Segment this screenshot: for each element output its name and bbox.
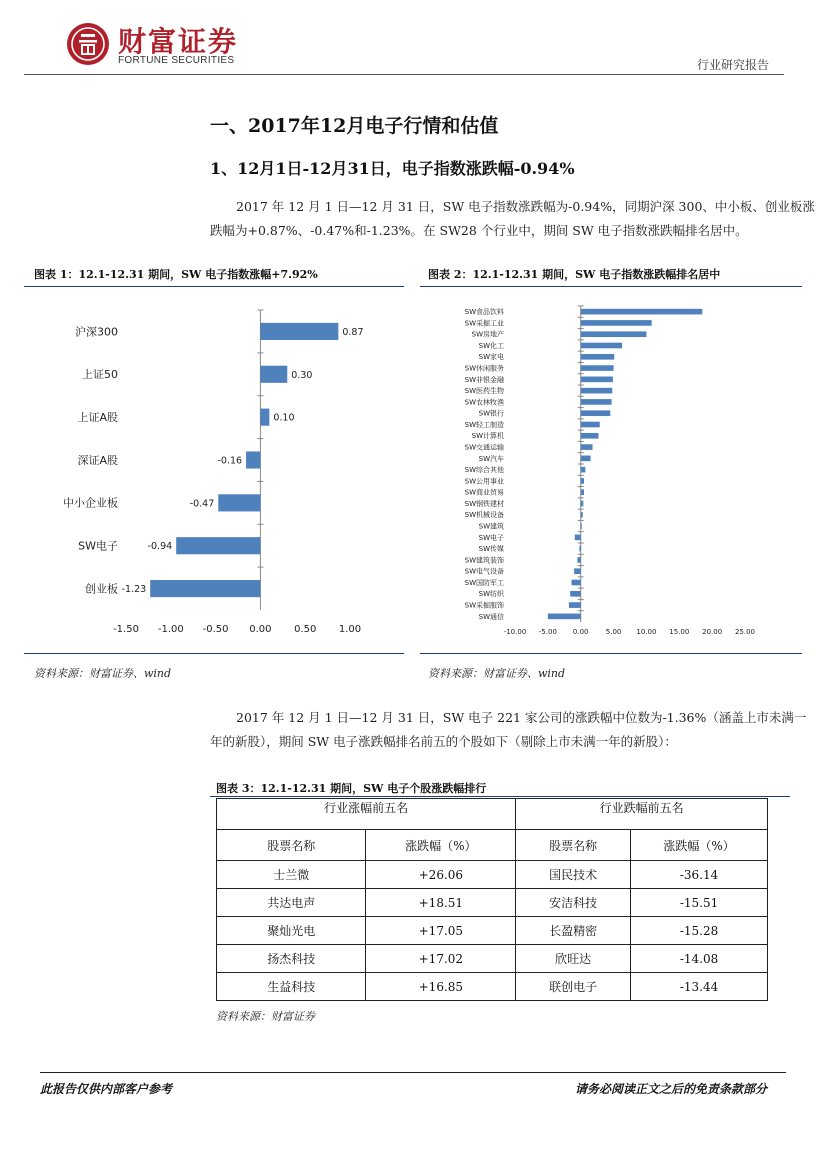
report-type: 行业研究报告 [696, 58, 769, 72]
x-tick-label: 1.00 [338, 624, 362, 635]
category-label: SW家电 [478, 353, 504, 362]
category-label: SW休闲服务 [464, 364, 504, 373]
category-label: 上证A股 [77, 410, 118, 424]
paragraph-2-line-1: 2017 年 12 月 1 日—12 月 31 日，SW 电子 221 家公司的涨跌幅中位数为-1.36%（涵盖上市未满一 [236, 710, 807, 725]
figure-2-title: 图表 2：12.1-12.31 期间，SW 电子指数涨跌幅排名居中 [428, 268, 721, 281]
bar [581, 388, 613, 394]
category-label: SW采掘服饰 [464, 601, 504, 610]
table-group-losers: 行业跌幅前五名 [516, 799, 768, 830]
paragraph-2 [210, 706, 807, 754]
loser-change: -15.28 [631, 917, 768, 945]
gainer-change: +26.06 [366, 861, 516, 889]
bar [572, 580, 581, 586]
table-row [217, 945, 768, 973]
loser-name: 国民技术 [516, 861, 631, 889]
value-label: -1.23 [121, 584, 147, 596]
bar [150, 580, 260, 597]
table-title: 图表 3：12.1-12.31 期间，SW 电子个股涨跌幅排行 [216, 782, 487, 795]
gainer-name: 生益科技 [217, 973, 366, 1001]
category-label: SW非银金融 [464, 375, 504, 384]
section-title: 一、2017年12月电子行情和估值 [210, 115, 499, 137]
bar [581, 523, 582, 529]
category-label: SW化工 [478, 341, 504, 350]
category-label: SW商业贸易 [464, 488, 504, 497]
category-label: SW建筑装饰 [464, 556, 504, 565]
table-row [217, 973, 768, 1001]
paragraph-1-line-1: 2017 年 12 月 1 日—12 月 31 日，SW 电子指数涨跌幅为-0.94%，同期沪深 300、中小板、创业板涨 [236, 199, 815, 214]
category-label: SW国防军工 [464, 578, 504, 587]
bar [570, 591, 581, 597]
bar [548, 614, 581, 620]
loser-name: 欣旺达 [516, 945, 631, 973]
bar [577, 557, 580, 563]
x-tick-label: -1.00 [157, 624, 184, 635]
figure-1-top-rule [24, 286, 404, 287]
gainer-change: +17.05 [366, 917, 516, 945]
footer-disclaimer-right: 请务必阅读正文之后的免责条款部分 [574, 1082, 767, 1096]
category-label: SW房地产 [471, 330, 504, 339]
gainer-name: 共达电声 [217, 889, 366, 917]
bar [575, 535, 581, 541]
category-label: SW农林牧渔 [464, 398, 504, 407]
category-label: SW电子 [78, 539, 118, 553]
category-label: SW医药生物 [464, 387, 504, 396]
loser-change: -13.44 [631, 973, 768, 1001]
category-label: SW通信 [478, 612, 504, 621]
bar [581, 343, 622, 349]
bar [581, 433, 599, 439]
section-subtitle: 1、12月1日-12月31日，电子指数涨跌幅-0.94% [210, 159, 575, 178]
x-tick-label: 20.00 [702, 628, 723, 636]
bar [581, 456, 591, 462]
category-label: 中小企业板 [63, 496, 118, 510]
loser-name: 安洁科技 [516, 889, 631, 917]
figure-1-source: 资料来源：财富证券、wind [34, 667, 172, 680]
value-label: -0.47 [189, 498, 215, 510]
value-label: -0.16 [217, 455, 243, 467]
category-label: SW交通运输 [464, 443, 504, 452]
category-label: 深证A股 [77, 453, 118, 467]
value-label: 0.87 [342, 326, 364, 338]
bar [581, 377, 613, 383]
gainer-change: +18.51 [366, 889, 516, 917]
category-label: 创业板 [85, 582, 118, 596]
bar [581, 410, 611, 416]
chart-index-returns [24, 290, 404, 650]
bar [581, 354, 615, 360]
bar [581, 467, 586, 473]
bar [581, 489, 584, 495]
header-rule [24, 74, 784, 75]
loser-name: 长盈精密 [516, 917, 631, 945]
chart-industry-returns [420, 290, 802, 650]
x-tick-label: -5.00 [538, 628, 557, 636]
value-label: 0.30 [291, 369, 313, 381]
x-tick-label: -10.00 [503, 628, 527, 636]
paragraph-2-line-2: 年的新股），期间 SW 电子涨跌幅排名前五的个股如下（剔除上市未满一年的新股）： [210, 734, 677, 749]
table-header-name-left: 股票名称 [217, 830, 366, 861]
paragraph-1-line-2: 跌幅为+0.87%、-0.47%和-1.23%。在 SW28 个行业中，期间 SW 电子指数涨跌幅排名居中。 [210, 223, 748, 238]
gainer-name: 士兰微 [217, 861, 366, 889]
paragraph-1 [210, 195, 815, 243]
category-label: SW传媒 [478, 545, 504, 554]
bar [581, 422, 600, 428]
logo-chinese-name: 财富证券 [118, 25, 239, 58]
category-label: SW纺织 [478, 590, 504, 599]
bar [260, 366, 287, 383]
table-header-change-right: 涨跌幅（%） [631, 830, 768, 861]
loser-change: -36.14 [631, 861, 768, 889]
figure-1-bottom-rule [24, 653, 404, 654]
bar [581, 444, 593, 450]
category-label: SW采掘工业 [464, 319, 504, 328]
category-label: SW汽车 [478, 454, 504, 463]
loser-change: -14.08 [631, 945, 768, 973]
footer-rule [40, 1072, 786, 1073]
value-label: -0.94 [147, 541, 173, 553]
category-label: SW电气设备 [464, 567, 504, 576]
category-label: SW银行 [478, 409, 504, 418]
logo-english-name: FORTUNE SECURITIES [118, 55, 235, 66]
x-tick-label: 15.00 [669, 628, 690, 636]
category-label: SW公用事业 [464, 477, 504, 486]
x-tick-label: -1.50 [113, 624, 139, 635]
gainer-name: 扬杰科技 [217, 945, 366, 973]
bar [260, 409, 269, 426]
category-label: 沪深300 [75, 325, 118, 339]
stock-ranking-table [216, 798, 768, 1001]
footer-disclaimer-left: 此报告仅供内部客户参考 [40, 1082, 173, 1096]
table-header-name-right: 股票名称 [516, 830, 631, 861]
table-row [217, 861, 768, 889]
table-row [217, 889, 768, 917]
bar [574, 568, 581, 574]
table-source: 资料来源：财富证券 [216, 1010, 315, 1023]
x-tick-label: 5.00 [605, 628, 622, 636]
x-tick-label: 0.00 [572, 628, 589, 636]
bar [581, 309, 703, 315]
gainer-name: 聚灿光电 [217, 917, 366, 945]
bar [581, 320, 652, 326]
x-tick-label: -0.50 [202, 624, 229, 635]
category-label: SW食品饮料 [464, 308, 504, 317]
gainer-change: +16.85 [366, 973, 516, 1001]
x-tick-label: 25.00 [734, 628, 756, 636]
table-group-gainers: 行业涨幅前五名 [217, 799, 516, 830]
bar [176, 537, 260, 554]
bar [260, 323, 338, 340]
bar [581, 399, 612, 405]
fortune-seal-icon [66, 22, 110, 66]
bar [246, 451, 260, 468]
bar [581, 365, 614, 371]
bar [569, 602, 581, 608]
loser-name: 联创电子 [516, 973, 631, 1001]
category-label: SW电子 [478, 533, 504, 542]
bar [581, 512, 583, 518]
figure-1-title: 图表 1：12.1-12.31 期间，SW 电子指数涨幅+7.92% [34, 268, 318, 281]
bar [218, 494, 260, 511]
bar [581, 501, 584, 507]
category-label: SW轻工制造 [464, 420, 504, 429]
bar [581, 478, 584, 484]
category-label: SW建筑 [478, 522, 504, 531]
category-label: 上证50 [82, 368, 118, 382]
x-tick-label: 10.00 [636, 628, 657, 636]
category-label: SW机械设备 [464, 511, 504, 520]
bar [581, 331, 647, 337]
category-label: SW钢铁建材 [464, 499, 504, 508]
value-label: 0.10 [273, 412, 295, 424]
figure-2-top-rule [420, 286, 802, 287]
gainer-change: +17.02 [366, 945, 516, 973]
loser-change: -15.51 [631, 889, 768, 917]
x-tick-label: 0.00 [249, 624, 272, 635]
figure-2-source: 资料来源：财富证券、wind [428, 667, 566, 680]
figure-2-bottom-rule [420, 653, 802, 654]
table-top-rule [210, 796, 790, 797]
category-label: SW计算机 [471, 432, 504, 441]
table-row [217, 917, 768, 945]
table-header-change-left: 涨跌幅（%） [366, 830, 516, 861]
x-tick-label: 0.50 [294, 624, 317, 635]
category-label: SW综合其他 [464, 466, 504, 475]
logo [66, 22, 238, 70]
bar [579, 546, 580, 552]
